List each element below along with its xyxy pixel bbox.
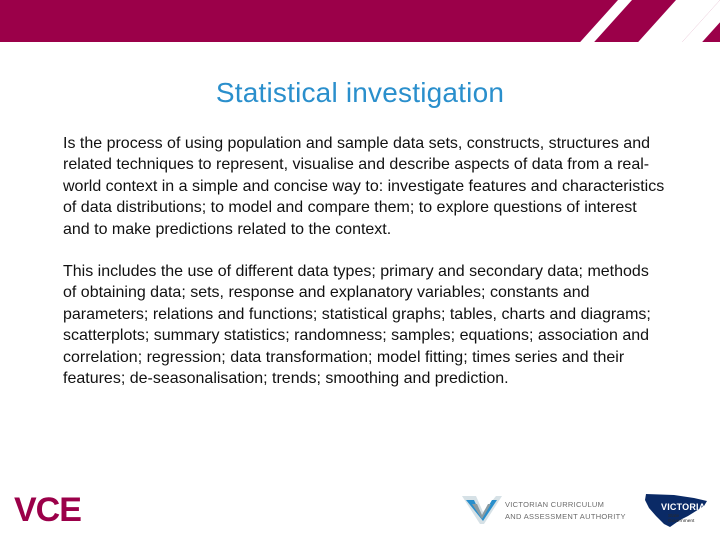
vcaa-check-icon [462, 492, 502, 528]
banner-stripe [580, 0, 632, 42]
vcaa-name-line-2: AND ASSESSMENT AUTHORITY [505, 512, 626, 521]
victoria-logo [644, 492, 708, 530]
vcaa-name-line-1: VICTORIAN CURRICULUM [505, 500, 605, 509]
definition-paragraph: Is the process of using population and sample data sets, constructs, structures and related techniques to represent, visualise and describe aspects of data from a real-world context in a simple and concise way to: investigate features and characteristics of data distributions; to model and compare them; to explore questions of interest and to make predictions related to the context. [63, 135, 665, 238]
top-banner [0, 0, 720, 42]
slide-content [63, 133, 665, 410]
slide-title: Statistical investigation [215, 77, 505, 108]
vce-logo: VCE [14, 491, 81, 529]
includes-paragraph: This includes the use of different data types; primary and secondary data; methods of obtaining data; sets, response and explanatory variables; constants and parameters; relations and functions; statistical graphs; tables, charts and diagrams; scatterplots; summary statistics; randomness; samples; equations; association and correlation; regression; data transformation; model fitting; times series and their features; de-seasonalisation; trends; smoothing and prediction. [63, 263, 651, 388]
vcaa-logo [462, 492, 630, 528]
state-government-label: State Government [668, 514, 695, 524]
victoria-wordmark: VICTORIA [661, 502, 706, 512]
